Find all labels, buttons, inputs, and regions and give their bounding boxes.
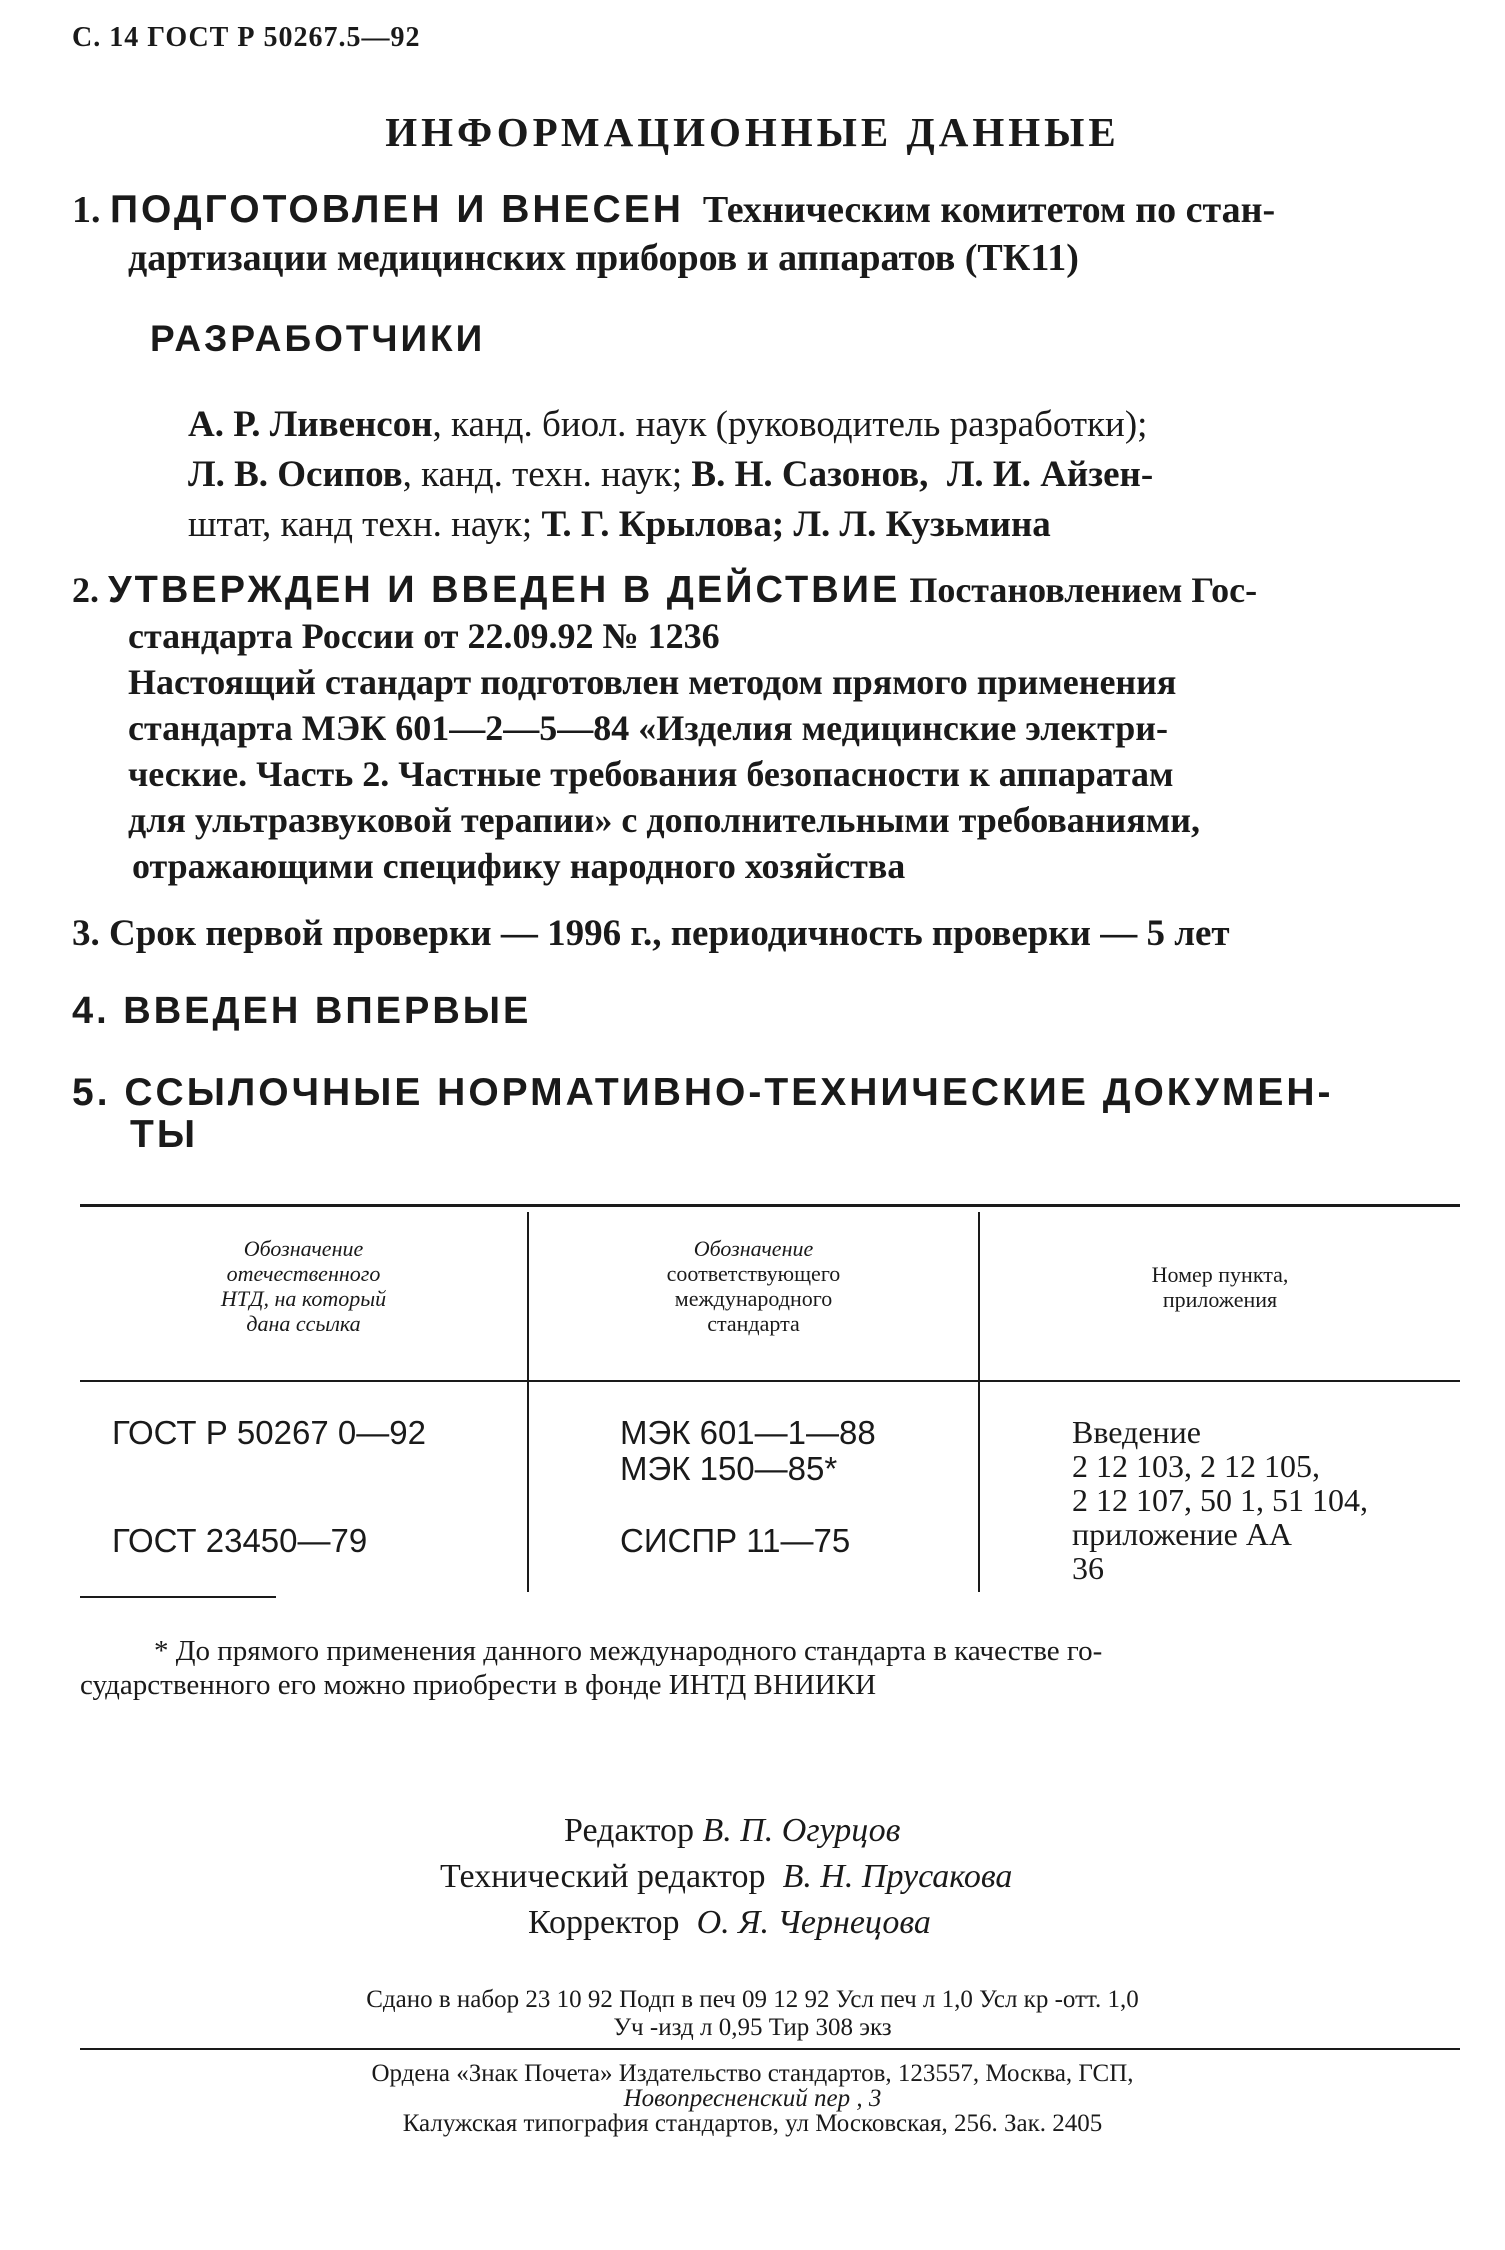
section-3: 3. Срок первой проверки — 1996 г., периодичность проверки — 5 лет — [72, 913, 1230, 954]
editor-label: Редактор — [564, 1812, 694, 1849]
section-2-text-3: Настоящий стандарт подготовлен методом прямого применения — [128, 662, 1177, 702]
imprint — [0, 2060, 1505, 2138]
section-4: 4. ВВЕДЕН ВПЕРВЫЕ — [72, 990, 532, 1032]
corrector-name: О. Я. Чернецова — [696, 1904, 931, 1941]
table-cell: приложение АА — [1072, 1516, 1292, 1552]
developer-name: Т. Г. Крылова; Л. Л. Кузьмина — [541, 504, 1051, 545]
footnote-line-2: сударственного его можно приобрести в фонде ИНТД ВНИИКИ — [80, 1669, 877, 1701]
section-2-text-4: стандарта МЭК 601—2—5—84 «Изделия медицинские электри- — [128, 708, 1168, 748]
imprint-line-1: Ордена «Знак Почета» Издательство стандартов, 123557, Москва, ГСП, — [371, 2060, 1134, 2087]
header-line: соответствующего — [666, 1261, 841, 1286]
section-1-head: ПОДГОТОВЛЕН И ВНЕСЕН — [110, 188, 684, 231]
header-line: Номер пункта, — [1151, 1262, 1289, 1287]
imprint-rule — [80, 2048, 1460, 2050]
section-1 — [72, 186, 1472, 282]
table-cell: 2 12 103, 2 12 105, — [1072, 1448, 1320, 1484]
developer-degree: , канд. биол. наук (руководитель разработки); — [432, 404, 1148, 445]
section-2-text-1: Постановлением Гос- — [909, 570, 1258, 610]
print-info — [0, 1986, 1505, 2042]
section-5-line-1: 5. ССЫЛОЧНЫЕ НОРМАТИВНО-ТЕХНИЧЕСКИЕ ДОКУМЕН- — [72, 1071, 1334, 1114]
tech-editor-label: Технический редактор — [440, 1858, 766, 1895]
running-head: С. 14 ГОСТ Р 50267.5—92 — [72, 22, 421, 53]
footnote-line-1: * До прямого применения данного международного стандарта в качестве го- — [154, 1635, 1103, 1667]
section-1-text-1: Техническим комитетом по стан- — [702, 189, 1276, 231]
corrector-label: Корректор — [528, 1904, 680, 1941]
section-5-line-2: ТЫ — [130, 1113, 199, 1156]
editor-name: В. П. Огурцов — [702, 1812, 901, 1849]
imprint-line-3: Калужская типография стандартов, ул Московская, 256. Зак. 2405 — [402, 2110, 1103, 2137]
table-cell: 2 12 107, 50 1, 51 104, — [1072, 1482, 1368, 1518]
page-title: ИНФОРМАЦИОННЫЕ ДАННЫЕ — [385, 109, 1120, 155]
table-header-rule — [80, 1380, 1460, 1382]
developer-degree: , канд. техн. наук; — [402, 454, 683, 495]
footnote — [80, 1634, 1480, 1702]
developers-list — [188, 400, 1468, 550]
section-1-number: 1. — [72, 189, 101, 231]
header-line: отечественного — [226, 1261, 381, 1286]
table-header-domestic — [80, 1236, 527, 1336]
section-5 — [72, 1072, 1334, 1156]
table-cell: МЭК 150—85* — [620, 1450, 838, 1487]
header-line: стандарта — [707, 1311, 800, 1336]
section-2-text-7: отражающими специфику народного хозяйства — [132, 846, 906, 886]
table-cell: Введение — [1072, 1414, 1201, 1450]
table-cell: ГОСТ Р 50267 0—92 — [112, 1414, 426, 1451]
developer-name: А. Р. Ливенсон — [188, 404, 433, 445]
table-col-domestic — [112, 1415, 426, 1559]
tech-editor-name: В. Н. Прусакова — [782, 1858, 1013, 1895]
header-line: Обозначение — [693, 1236, 814, 1261]
imprint-line-2: Новопресненский пер , 3 — [623, 2085, 882, 2112]
header-line: НТД, на который — [220, 1286, 387, 1311]
table-cell: СИСПР 11—75 — [620, 1522, 851, 1559]
print-info-line-1: Сдано в набор 23 10 92 Подп в печ 09 12 92 Усл печ л 1,0 Усл кр -отт. 1,0 — [366, 1986, 1139, 2013]
section-2-text-6: для ультразвуковой терапии» с дополнительными требованиями, — [128, 800, 1200, 840]
section-2-text-5: ческие. Часть 2. Частные требования безопасности к аппаратам — [128, 754, 1174, 794]
table-cell: ГОСТ 23450—79 — [112, 1522, 368, 1559]
header-line: приложения — [1162, 1287, 1278, 1312]
section-1-text-2: дартизации медицинских приборов и аппаратов (ТК11) — [128, 237, 1079, 279]
developers-heading: РАЗРАБОТЧИКИ — [150, 318, 486, 359]
footnote-rule — [80, 1596, 276, 1598]
table-header-clause — [980, 1262, 1460, 1312]
header-line: Обозначение — [243, 1236, 364, 1261]
section-2-text-2: стандарта России от 22.09.92 № 1236 — [128, 616, 720, 656]
section-2 — [72, 567, 1482, 889]
table-cell: МЭК 601—1—88 — [620, 1414, 876, 1451]
table-col-international — [620, 1415, 876, 1559]
section-2-number: 2. — [72, 570, 99, 610]
table-header-international — [529, 1236, 978, 1336]
section-2-head: УТВЕРЖДЕН И ВВЕДЕН В ДЕЙСТВИЕ — [108, 569, 901, 611]
header-line: дана ссылка — [246, 1311, 361, 1336]
header-line: международного — [674, 1286, 833, 1311]
developer-degree: штат, канд техн. наук; — [188, 504, 533, 545]
table-top-rule — [80, 1204, 1460, 1207]
credits — [440, 1808, 1340, 1946]
developer-name: В. Н. Сазонов, — [691, 454, 929, 495]
developer-name: Л. В. Осипов — [188, 454, 403, 495]
table-col-clause — [1072, 1415, 1368, 1585]
developer-name: Л. И. Айзен- — [946, 454, 1154, 495]
print-info-line-2: Уч -изд л 0,95 Тир 308 экз — [613, 2014, 892, 2041]
table-cell: 36 — [1072, 1550, 1104, 1586]
